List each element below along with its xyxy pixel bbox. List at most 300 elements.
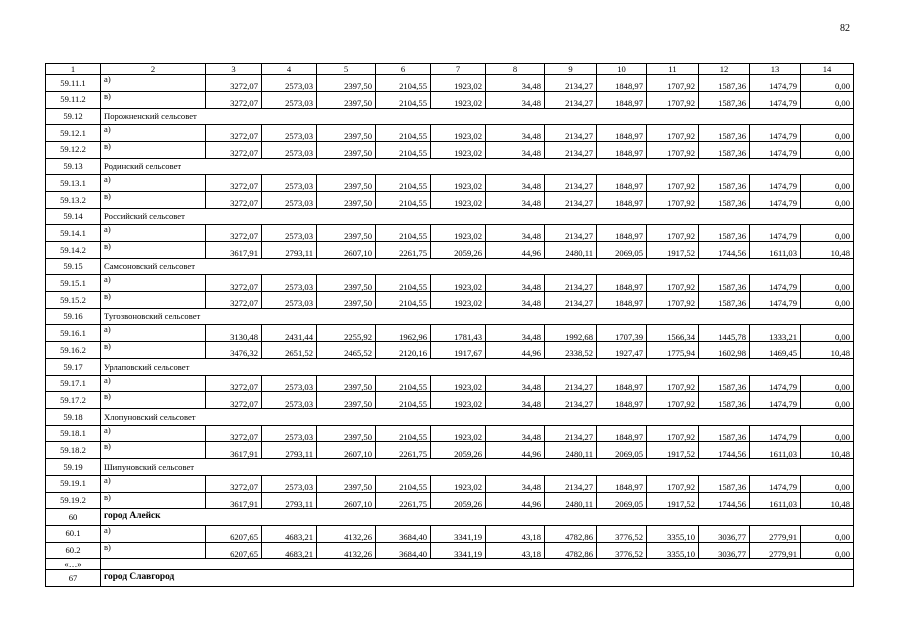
column-header: 11 [647,64,699,75]
value-cell: 2134,27 [545,225,597,242]
value-cell: 1917,52 [647,492,699,509]
value-cell: 1587,36 [699,125,750,142]
value-cell: 1744,56 [699,242,750,259]
value-cell: 1923,02 [431,392,486,409]
value-cell: 2573,03 [262,275,317,292]
row-code: 59.11.2 [46,91,101,108]
row-code: 59.17.2 [46,392,101,409]
value-cell: 34,48 [486,225,545,242]
city-name: город Славгород [101,570,854,587]
value-cell: 3617,91 [206,242,262,259]
value-cell: 3272,07 [206,125,262,142]
value-cell: 3272,07 [206,425,262,442]
row-code: 59.14.2 [46,242,101,259]
value-cell: 1707,92 [647,141,699,158]
row-label: в) [101,242,206,259]
value-cell: 1923,02 [431,191,486,208]
value-cell: 2793,11 [262,242,317,259]
value-cell: 1474,79 [750,392,801,409]
value-cell: 34,48 [486,191,545,208]
section-header-row [46,409,854,426]
value-cell: 1848,97 [597,375,647,392]
value-cell: 2397,50 [317,141,376,158]
table-row [46,175,854,192]
section-name: Тугозвоновский сельсовет [101,308,854,325]
row-label: а) [101,325,206,342]
row-code: 59.18.1 [46,425,101,442]
value-cell: 10,48 [801,492,854,509]
value-cell: 2397,50 [317,191,376,208]
value-cell: 2134,27 [545,425,597,442]
column-header: 6 [376,64,431,75]
value-cell: 34,48 [486,475,545,492]
value-cell: 3341,19 [431,542,486,559]
column-header: 12 [699,64,750,75]
value-cell: 34,48 [486,125,545,142]
value-cell: 0,00 [801,125,854,142]
value-cell: 1587,36 [699,375,750,392]
section-header-row [46,158,854,175]
value-cell: 1923,02 [431,275,486,292]
value-cell: 0,00 [801,525,854,542]
value-cell: 1611,03 [750,242,801,259]
value-cell: 1474,79 [750,75,801,92]
value-cell: 2793,11 [262,492,317,509]
value-cell: 1587,36 [699,292,750,309]
value-cell: 1587,36 [699,425,750,442]
value-cell: 2397,50 [317,292,376,309]
value-cell: 1474,79 [750,125,801,142]
value-cell: 1587,36 [699,475,750,492]
value-cell: 1781,43 [431,325,486,342]
value-cell: 2465,52 [317,342,376,359]
value-cell: 4782,86 [545,542,597,559]
value-cell: 0,00 [801,275,854,292]
value-cell: 3684,40 [376,542,431,559]
row-code: 59.16.2 [46,342,101,359]
value-cell: 2607,10 [317,242,376,259]
value-cell: 44,96 [486,242,545,259]
value-cell: 4683,21 [262,525,317,542]
value-cell: 1611,03 [750,442,801,459]
row-label: а) [101,225,206,242]
section-name: Хлопуновский сельсовет [101,409,854,426]
value-cell: 3272,07 [206,141,262,158]
value-cell: 1587,36 [699,141,750,158]
value-cell: 34,48 [486,141,545,158]
value-cell: 2573,03 [262,292,317,309]
value-cell: 3272,07 [206,392,262,409]
table-row [46,141,854,158]
row-code: 59.16.1 [46,325,101,342]
value-cell: 1917,52 [647,442,699,459]
section-code: 59.13 [46,158,101,175]
table-body [46,64,854,587]
value-cell: 1474,79 [750,91,801,108]
row-code: 59.19.1 [46,475,101,492]
section-header-row [46,308,854,325]
value-cell: 1927,47 [597,342,647,359]
table-row [46,275,854,292]
section-header-row [46,258,854,275]
value-cell: 1445,78 [699,325,750,342]
value-cell: 2651,52 [262,342,317,359]
value-cell: 2134,27 [545,292,597,309]
row-label: в) [101,191,206,208]
ellipsis-mark: «…» [46,559,101,570]
value-cell: 3272,07 [206,175,262,192]
value-cell: 2104,55 [376,375,431,392]
table-row [46,292,854,309]
value-cell: 1923,02 [431,75,486,92]
value-cell: 1474,79 [750,425,801,442]
value-cell: 4132,26 [317,525,376,542]
value-cell: 34,48 [486,91,545,108]
row-code: 59.14.1 [46,225,101,242]
section-code: 59.14 [46,208,101,225]
value-cell: 1848,97 [597,392,647,409]
value-cell: 2573,03 [262,91,317,108]
section-code: 59.19 [46,459,101,476]
value-cell: 1923,02 [431,292,486,309]
value-cell: 0,00 [801,475,854,492]
value-cell: 2607,10 [317,442,376,459]
value-cell: 2573,03 [262,175,317,192]
column-header: 8 [486,64,545,75]
value-cell: 2338,52 [545,342,597,359]
column-header: 10 [597,64,647,75]
value-cell: 1611,03 [750,492,801,509]
value-cell: 1474,79 [750,375,801,392]
value-cell: 2397,50 [317,425,376,442]
value-cell: 2134,27 [545,75,597,92]
ellipsis-filler [101,559,854,570]
value-cell: 1992,68 [545,325,597,342]
value-cell: 2397,50 [317,392,376,409]
value-cell: 1333,21 [750,325,801,342]
value-cell: 1848,97 [597,191,647,208]
value-cell: 2104,55 [376,475,431,492]
section-code: 59.18 [46,409,101,426]
value-cell: 0,00 [801,141,854,158]
value-cell: 2480,11 [545,492,597,509]
value-cell: 2573,03 [262,75,317,92]
value-cell: 2573,03 [262,425,317,442]
row-label: в) [101,442,206,459]
value-cell: 2573,03 [262,225,317,242]
value-cell: 1917,52 [647,242,699,259]
value-cell: 1474,79 [750,175,801,192]
row-code: 59.13.1 [46,175,101,192]
page-number: 82 [840,23,850,34]
value-cell: 1707,92 [647,91,699,108]
section-header-row [46,459,854,476]
value-cell: 1744,56 [699,442,750,459]
value-cell: 1587,36 [699,225,750,242]
value-cell: 2134,27 [545,375,597,392]
value-cell: 1707,92 [647,275,699,292]
value-cell: 1474,79 [750,275,801,292]
value-cell: 3476,32 [206,342,262,359]
section-name: Урлаповский сельсовет [101,359,854,376]
row-label: а) [101,475,206,492]
row-label: в) [101,91,206,108]
section-name: Шипуновский сельсовет [101,459,854,476]
value-cell: 3036,77 [699,542,750,559]
table-row [46,91,854,108]
value-cell: 2069,05 [597,442,647,459]
section-header-row [46,359,854,376]
value-cell: 2104,55 [376,141,431,158]
row-label: а) [101,75,206,92]
value-cell: 1474,79 [750,292,801,309]
section-header-row [46,108,854,125]
value-cell: 3776,52 [597,525,647,542]
value-cell: 34,48 [486,75,545,92]
value-cell: 1848,97 [597,75,647,92]
value-cell: 2059,26 [431,492,486,509]
value-cell: 2104,55 [376,225,431,242]
row-label: в) [101,342,206,359]
value-cell: 0,00 [801,75,854,92]
value-cell: 1848,97 [597,125,647,142]
value-cell: 1474,79 [750,191,801,208]
row-code: 59.11.1 [46,75,101,92]
value-cell: 2397,50 [317,175,376,192]
value-cell: 0,00 [801,225,854,242]
value-cell: 1848,97 [597,425,647,442]
value-cell: 2134,27 [545,141,597,158]
value-cell: 44,96 [486,342,545,359]
value-cell: 2134,27 [545,275,597,292]
value-cell: 3355,10 [647,525,699,542]
section-code: 60 [46,509,101,526]
value-cell: 1707,92 [647,375,699,392]
section-code: 59.15 [46,258,101,275]
value-cell: 1923,02 [431,125,486,142]
row-label: в) [101,492,206,509]
value-cell: 1707,92 [647,292,699,309]
row-code: 59.17.1 [46,375,101,392]
value-cell: 0,00 [801,91,854,108]
row-code: 59.15.1 [46,275,101,292]
value-cell: 0,00 [801,292,854,309]
value-cell: 2104,55 [376,191,431,208]
ellipsis-row [46,559,854,570]
value-cell: 3272,07 [206,275,262,292]
value-cell: 3341,19 [431,525,486,542]
value-cell: 1707,92 [647,191,699,208]
value-cell: 1707,92 [647,392,699,409]
column-header: 9 [545,64,597,75]
value-cell: 1848,97 [597,475,647,492]
table-row [46,75,854,92]
table-row [46,425,854,442]
value-cell: 1707,92 [647,475,699,492]
value-cell: 1587,36 [699,175,750,192]
section-code: 59.16 [46,308,101,325]
value-cell: 0,00 [801,542,854,559]
row-label: в) [101,292,206,309]
value-cell: 2261,75 [376,442,431,459]
value-cell: 1923,02 [431,475,486,492]
table-row [46,125,854,142]
value-cell: 1917,67 [431,342,486,359]
value-cell: 1587,36 [699,75,750,92]
value-cell: 3355,10 [647,542,699,559]
value-cell: 2480,11 [545,442,597,459]
value-cell: 6207,65 [206,525,262,542]
value-cell: 34,48 [486,292,545,309]
value-cell: 2255,92 [317,325,376,342]
value-cell: 2573,03 [262,392,317,409]
value-cell: 2397,50 [317,75,376,92]
table-row [46,342,854,359]
value-cell: 1707,92 [647,425,699,442]
value-cell: 1923,02 [431,375,486,392]
table-row [46,475,854,492]
value-cell: 1602,98 [699,342,750,359]
section-name: Российский сельсовет [101,208,854,225]
value-cell: 2134,27 [545,175,597,192]
value-cell: 2069,05 [597,492,647,509]
value-cell: 2104,55 [376,292,431,309]
value-cell: 1848,97 [597,225,647,242]
value-cell: 2607,10 [317,492,376,509]
value-cell: 1923,02 [431,175,486,192]
value-cell: 2431,44 [262,325,317,342]
value-cell: 2397,50 [317,91,376,108]
value-cell: 10,48 [801,342,854,359]
column-header: 5 [317,64,376,75]
value-cell: 1587,36 [699,91,750,108]
column-header: 2 [101,64,206,75]
table-row [46,325,854,342]
row-label: в) [101,141,206,158]
value-cell: 2134,27 [545,475,597,492]
value-cell: 4132,26 [317,542,376,559]
city-header-row [46,509,854,526]
section-name: Порожненский сельсовет [101,108,854,125]
value-cell: 1848,97 [597,175,647,192]
section-code: 67 [46,570,101,587]
column-header: 7 [431,64,486,75]
value-cell: 2059,26 [431,442,486,459]
value-cell: 1848,97 [597,292,647,309]
table-row [46,375,854,392]
column-header: 14 [801,64,854,75]
value-cell: 2573,03 [262,125,317,142]
value-cell: 1587,36 [699,392,750,409]
value-cell: 43,18 [486,525,545,542]
table-row [46,392,854,409]
value-cell: 2397,50 [317,475,376,492]
value-cell: 2104,55 [376,392,431,409]
value-cell: 2069,05 [597,242,647,259]
value-cell: 2104,55 [376,275,431,292]
value-cell: 1923,02 [431,141,486,158]
row-label: в) [101,542,206,559]
value-cell: 1469,45 [750,342,801,359]
column-header: 1 [46,64,101,75]
row-code: 59.13.2 [46,191,101,208]
value-cell: 1474,79 [750,475,801,492]
value-cell: 2573,03 [262,475,317,492]
column-header: 4 [262,64,317,75]
value-cell: 2134,27 [545,191,597,208]
section-header-row [46,208,854,225]
value-cell: 1707,92 [647,125,699,142]
table-row [46,542,854,559]
value-cell: 0,00 [801,392,854,409]
value-cell: 3684,40 [376,525,431,542]
row-code: 60.1 [46,525,101,542]
value-cell: 2793,11 [262,442,317,459]
row-label: а) [101,375,206,392]
value-cell: 2573,03 [262,141,317,158]
value-cell: 3036,77 [699,525,750,542]
value-cell: 2261,75 [376,492,431,509]
value-cell: 44,96 [486,492,545,509]
value-cell: 43,18 [486,542,545,559]
value-cell: 2104,55 [376,125,431,142]
value-cell: 1744,56 [699,492,750,509]
value-cell: 3776,52 [597,542,647,559]
value-cell: 34,48 [486,175,545,192]
value-cell: 2779,91 [750,542,801,559]
value-cell: 2134,27 [545,392,597,409]
value-cell: 3272,07 [206,91,262,108]
value-cell: 2104,55 [376,175,431,192]
value-cell: 3617,91 [206,492,262,509]
value-cell: 2059,26 [431,242,486,259]
value-cell: 3272,07 [206,475,262,492]
value-cell: 2134,27 [545,125,597,142]
value-cell: 2104,55 [376,425,431,442]
value-cell: 3130,48 [206,325,262,342]
value-cell: 1962,96 [376,325,431,342]
value-cell: 34,48 [486,375,545,392]
value-cell: 4782,86 [545,525,597,542]
city-name: город Алейск [101,509,854,526]
value-cell: 34,48 [486,425,545,442]
table-row [46,191,854,208]
value-cell: 34,48 [486,275,545,292]
section-name: Родинский сельсовет [101,158,854,175]
column-number-header-row [46,64,854,75]
section-code: 59.17 [46,359,101,376]
value-cell: 0,00 [801,425,854,442]
column-header: 13 [750,64,801,75]
value-cell: 34,48 [486,325,545,342]
row-code: 60.2 [46,542,101,559]
value-cell: 3617,91 [206,442,262,459]
row-label: а) [101,275,206,292]
value-cell: 1707,92 [647,225,699,242]
value-cell: 6207,65 [206,542,262,559]
value-cell: 2104,55 [376,91,431,108]
value-cell: 2120,16 [376,342,431,359]
value-cell: 34,48 [486,392,545,409]
table-row [46,442,854,459]
value-cell: 1707,92 [647,75,699,92]
value-cell: 0,00 [801,325,854,342]
value-cell: 1707,92 [647,175,699,192]
value-cell: 3272,07 [206,191,262,208]
section-name: Самсоновский сельсовет [101,258,854,275]
value-cell: 1923,02 [431,91,486,108]
value-cell: 2397,50 [317,375,376,392]
